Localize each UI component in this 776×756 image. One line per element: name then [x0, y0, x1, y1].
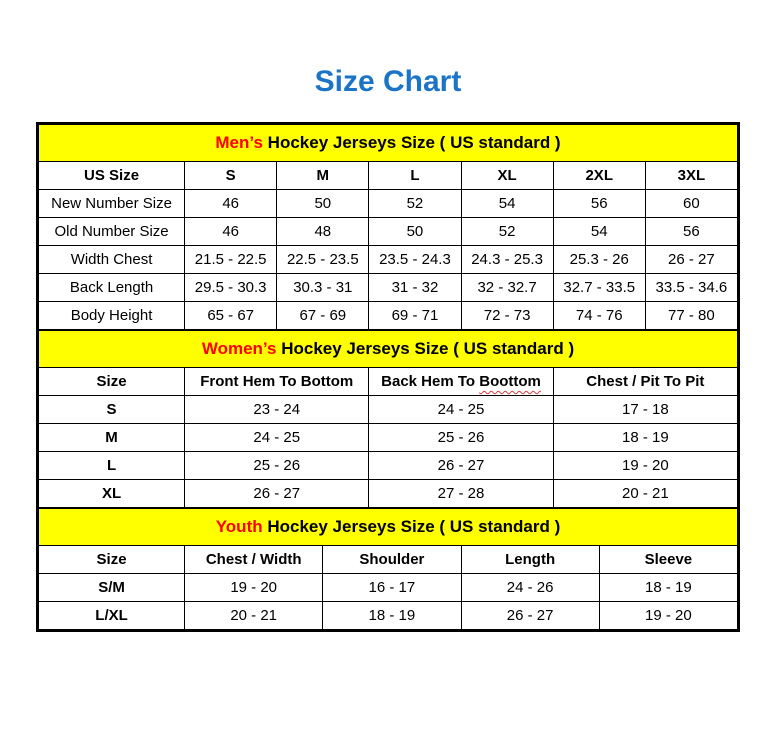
table-row	[39, 452, 738, 480]
youth-banner-highlight: Youth	[215, 517, 263, 536]
cell: 23 - 24	[185, 396, 369, 424]
womens-banner-text: Hockey Jerseys Size ( US standard )	[281, 339, 575, 358]
cell: 48	[277, 218, 369, 246]
table-row	[39, 274, 738, 302]
table-row	[39, 574, 738, 602]
row-label: Width Chest	[39, 246, 185, 274]
row-label: Back Length	[39, 274, 185, 302]
col-header	[369, 368, 553, 396]
cell: 22.5 - 23.5	[277, 246, 369, 274]
row-label: Body Height	[39, 302, 185, 330]
cell: 56	[553, 190, 645, 218]
table-row	[39, 302, 738, 330]
col-header: M	[277, 162, 369, 190]
cell: 18 - 19	[553, 424, 737, 452]
cell: 19 - 20	[599, 602, 737, 630]
cell: 60	[645, 190, 737, 218]
cell: 26 - 27	[645, 246, 737, 274]
mens-banner-cell	[39, 125, 738, 162]
mens-banner	[39, 125, 738, 162]
cell: 16 - 17	[323, 574, 461, 602]
cell: 50	[277, 190, 369, 218]
womens-header-row	[39, 368, 738, 396]
cell: 30.3 - 31	[277, 274, 369, 302]
youth-header-row	[39, 546, 738, 574]
col-header-text: Back Hem To	[381, 373, 476, 390]
table-row	[39, 218, 738, 246]
cell: 24 - 25	[185, 424, 369, 452]
page-title: Size Chart	[314, 65, 462, 98]
col-header: L	[369, 162, 461, 190]
col-header: Length	[461, 546, 599, 574]
mens-banner-highlight: Men’s	[215, 133, 263, 152]
cell: 65 - 67	[185, 302, 277, 330]
womens-banner-highlight: Women’s	[201, 339, 277, 358]
row-label: L	[39, 452, 185, 480]
womens-banner	[39, 331, 738, 368]
womens-banner-cell	[39, 331, 738, 368]
row-label: New Number Size	[39, 190, 185, 218]
cell: 50	[369, 218, 461, 246]
cell: 20 - 21	[185, 602, 323, 630]
table-row	[39, 480, 738, 508]
cell: 18 - 19	[599, 574, 737, 602]
col-header: 2XL	[553, 162, 645, 190]
cell: 33.5 - 34.6	[645, 274, 737, 302]
cell: 18 - 19	[323, 602, 461, 630]
cell: 54	[461, 190, 553, 218]
col-header: Chest / Width	[185, 546, 323, 574]
cell: 25 - 26	[185, 452, 369, 480]
misspelled-word: Boottom	[479, 373, 541, 390]
cell: 31 - 32	[369, 274, 461, 302]
cell: 19 - 20	[185, 574, 323, 602]
cell: 46	[185, 190, 277, 218]
cell: 52	[461, 218, 553, 246]
cell: 52	[369, 190, 461, 218]
youth-banner-cell	[39, 509, 738, 546]
row-label: S/M	[39, 574, 185, 602]
col-header: XL	[461, 162, 553, 190]
table-row	[39, 190, 738, 218]
cell: 24.3 - 25.3	[461, 246, 553, 274]
cell: 24 - 25	[369, 396, 553, 424]
cell: 67 - 69	[277, 302, 369, 330]
size-chart	[36, 122, 740, 632]
cell: 26 - 27	[185, 480, 369, 508]
mens-size-table	[38, 124, 738, 330]
cell: 54	[553, 218, 645, 246]
cell: 25.3 - 26	[553, 246, 645, 274]
table-row	[39, 396, 738, 424]
col-header: Front Hem To Bottom	[185, 368, 369, 396]
cell: 23.5 - 24.3	[369, 246, 461, 274]
col-header: US Size	[39, 162, 185, 190]
table-row	[39, 246, 738, 274]
cell: 25 - 26	[369, 424, 553, 452]
cell: 24 - 26	[461, 574, 599, 602]
col-header: Chest / Pit To Pit	[553, 368, 737, 396]
cell: 46	[185, 218, 277, 246]
row-label: M	[39, 424, 185, 452]
youth-banner-text: Hockey Jerseys Size ( US standard )	[267, 517, 561, 536]
col-header: Sleeve	[599, 546, 737, 574]
cell: 32.7 - 33.5	[553, 274, 645, 302]
cell: 72 - 73	[461, 302, 553, 330]
cell: 26 - 27	[461, 602, 599, 630]
cell: 69 - 71	[369, 302, 461, 330]
mens-header-row	[39, 162, 738, 190]
table-row	[39, 424, 738, 452]
cell: 17 - 18	[553, 396, 737, 424]
cell: 27 - 28	[369, 480, 553, 508]
table-row	[39, 602, 738, 630]
row-label: Old Number Size	[39, 218, 185, 246]
row-label: S	[39, 396, 185, 424]
cell: 20 - 21	[553, 480, 737, 508]
col-header: 3XL	[645, 162, 737, 190]
womens-size-table	[38, 330, 738, 508]
row-label: XL	[39, 480, 185, 508]
cell: 29.5 - 30.3	[185, 274, 277, 302]
mens-banner-text: Hockey Jerseys Size ( US standard )	[267, 133, 561, 152]
col-header: S	[185, 162, 277, 190]
cell: 26 - 27	[369, 452, 553, 480]
col-header: Size	[39, 368, 185, 396]
row-label: L/XL	[39, 602, 185, 630]
cell: 21.5 - 22.5	[185, 246, 277, 274]
col-header: Shoulder	[323, 546, 461, 574]
cell: 32 - 32.7	[461, 274, 553, 302]
youth-size-table	[38, 508, 738, 630]
cell: 77 - 80	[645, 302, 737, 330]
cell: 19 - 20	[553, 452, 737, 480]
cell: 74 - 76	[553, 302, 645, 330]
youth-banner	[39, 509, 738, 546]
col-header: Size	[39, 546, 185, 574]
cell: 56	[645, 218, 737, 246]
